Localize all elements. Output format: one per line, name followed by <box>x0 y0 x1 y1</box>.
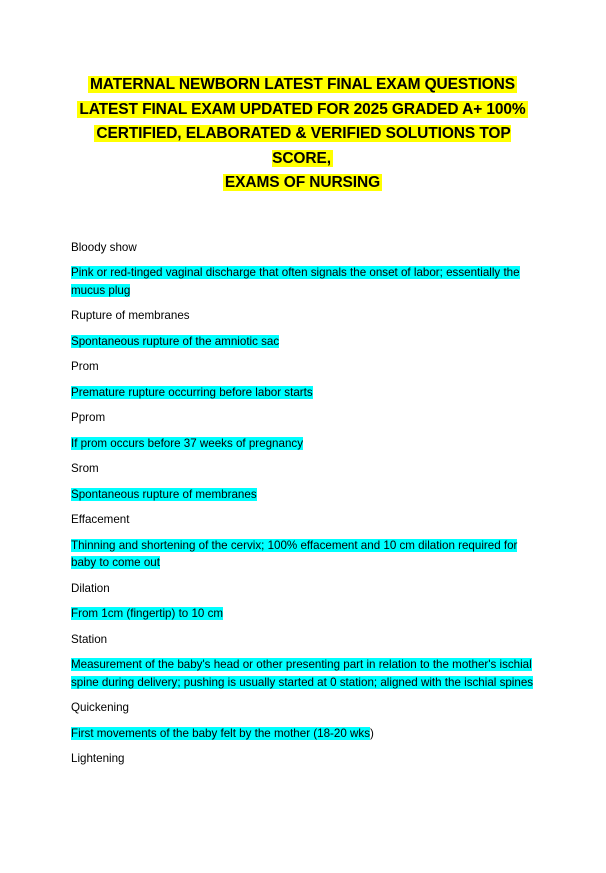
definition-highlight: Pink or red-tinged vaginal discharge that often signals the onset of labor; essentially the mucus plug <box>71 266 520 297</box>
definition-highlight: Spontaneous rupture of the amniotic sac <box>71 334 280 348</box>
definition-highlight: First movements of the baby felt by the mother (18-20 wks <box>71 726 370 740</box>
definition <box>71 656 534 691</box>
definition-highlight: Premature rupture occurring before labor starts <box>71 385 313 399</box>
definition-highlight: If prom occurs before 37 weeks of pregnancy <box>71 436 303 450</box>
term: Station <box>71 632 108 646</box>
definition-highlight: Measurement of the baby's head or other presenting part in relation to the mother's ischial spine during delivery; pushing is usually started at 0 station; aligned with the ischial spines <box>71 658 534 689</box>
definition-tail: ) <box>370 726 374 740</box>
definition <box>71 333 534 351</box>
title-line: EXAMS OF NURSING <box>224 174 381 191</box>
term: Effacement <box>71 513 130 526</box>
title-line: MATERNAL NEWBORN LATEST FINAL EXAM QUESTIONS <box>89 76 515 93</box>
definition <box>71 264 534 299</box>
term: Dilation <box>71 581 110 595</box>
definition <box>71 537 534 572</box>
title-line: LATEST FINAL EXAM UPDATED FOR 2025 GRADED A+ 100% <box>79 100 526 118</box>
definition-highlight: Spontaneous rupture of membranes <box>71 487 257 501</box>
term: Prom <box>71 360 99 373</box>
term: Lightening <box>71 752 125 765</box>
document-page <box>0 73 606 873</box>
term: Pprom <box>71 411 106 424</box>
term: Srom <box>71 462 99 475</box>
term-definition-list <box>71 239 534 768</box>
definition <box>71 486 534 504</box>
term: Rupture of membranes <box>71 309 190 322</box>
term: Bloody show <box>71 240 137 254</box>
title-line: CERTIFIED, ELABORATED & VERIFIED SOLUTIONS TOP SCORE, <box>96 125 511 167</box>
definition <box>71 435 534 453</box>
document-title <box>71 73 534 196</box>
definition <box>71 725 534 743</box>
definition-highlight: Thinning and shortening of the cervix; 100% effacement and 10 cm dilation required for baby to come out <box>71 538 518 569</box>
definition-highlight: From 1cm (fingertip) to 10 cm <box>71 607 224 620</box>
term: Quickening <box>71 701 130 714</box>
definition <box>71 384 534 402</box>
definition <box>71 605 534 623</box>
